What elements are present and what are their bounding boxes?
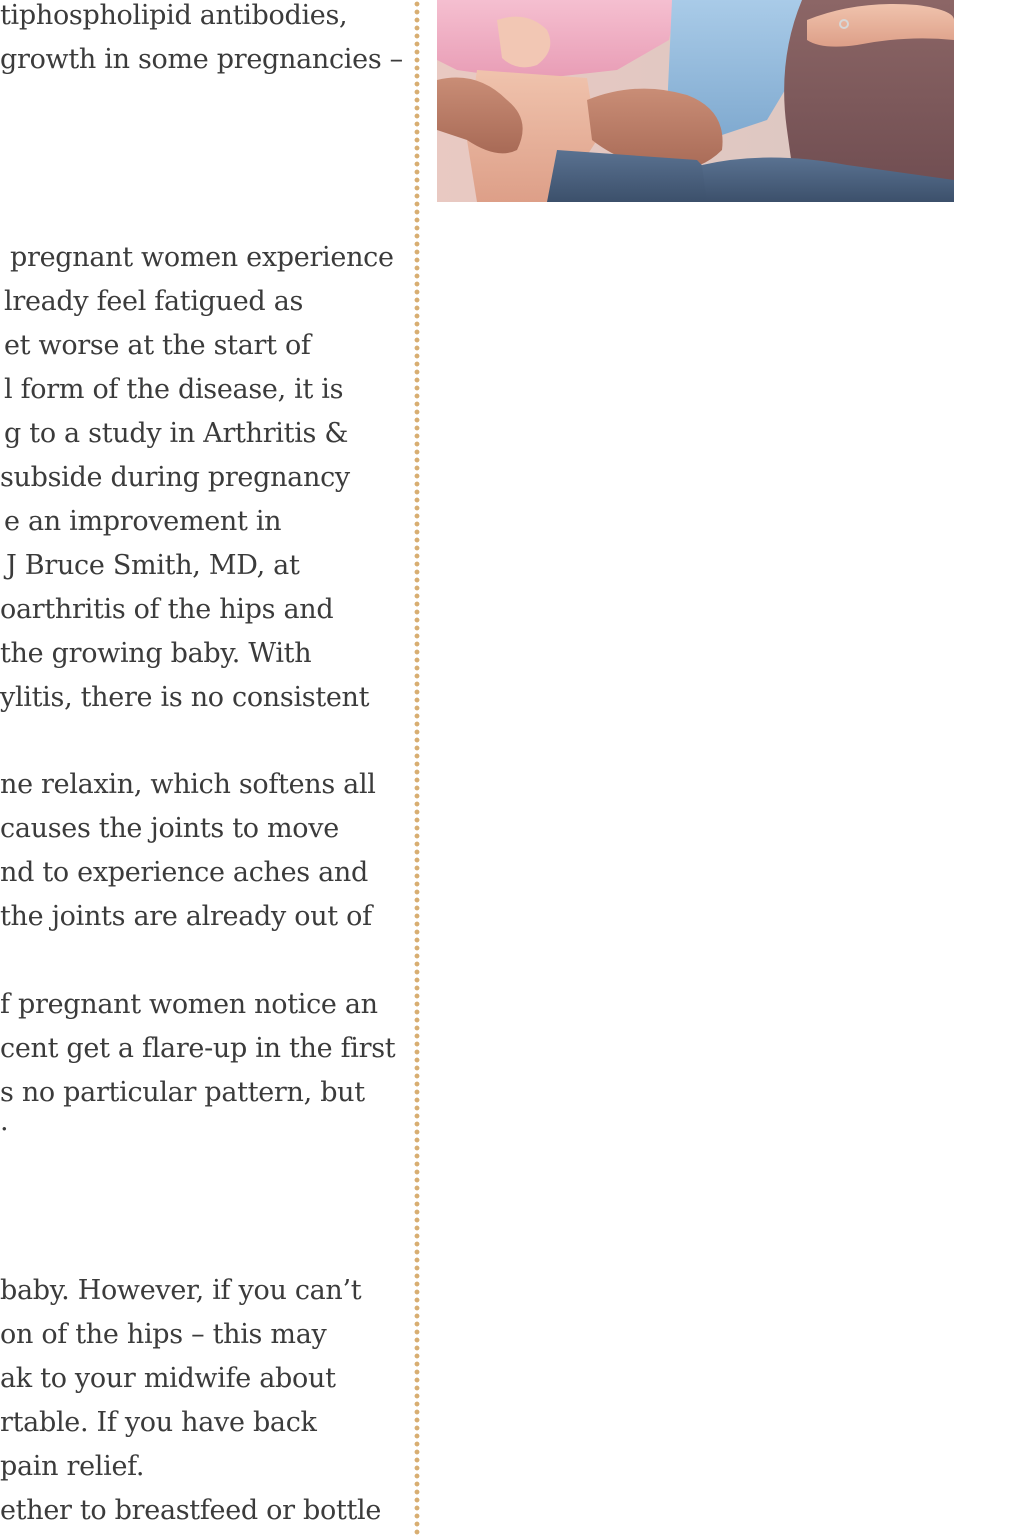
text-line: ak to your midwife about [0,1363,336,1394]
text-line: f pregnant women notice an [0,989,378,1020]
text-line: the joints are already out of [0,901,372,932]
text-line: ether to breastfeed or bottle [0,1495,382,1526]
text-line: pregnant women experience [10,242,394,273]
text-line: ne relaxin, which softens all [0,769,376,800]
text-line: lready feel fatigued as [4,286,304,317]
family-hands-photo [437,0,954,202]
text-line: J Bruce Smith, MD, at [6,550,300,581]
text-line: nd to experience aches and [0,857,368,888]
text-line: causes the joints to move [0,813,339,844]
text-line: oarthritis of the hips and [0,594,334,625]
text-line: baby. However, if you can’t [0,1275,362,1306]
text-line: the growing baby. With [0,638,312,669]
text-line: subside during pregnancy [0,462,350,493]
text-line: pain relief. [0,1451,145,1482]
text-line: cent get a flare-up in the first [0,1033,396,1064]
text-line: on of the hips – this may [0,1319,327,1350]
text-line: g to a study in Arthritis & [4,418,349,449]
dotted-column-divider [414,0,420,1536]
text-line: s no particular pattern, but [0,1077,365,1108]
text-line: growth in some pregnancies – [0,44,403,75]
text-line: l form of the disease, it is [4,374,344,405]
text-line: et worse at the start of [4,330,311,361]
text-line: e an improvement in [4,506,282,537]
text-line: ylitis, there is no consistent [0,682,370,713]
text-line: rtable. If you have back [0,1407,317,1438]
text-line: . [0,1106,9,1137]
text-line: tiphospholipid antibodies, [0,0,348,31]
article-text-column [0,0,408,1536]
